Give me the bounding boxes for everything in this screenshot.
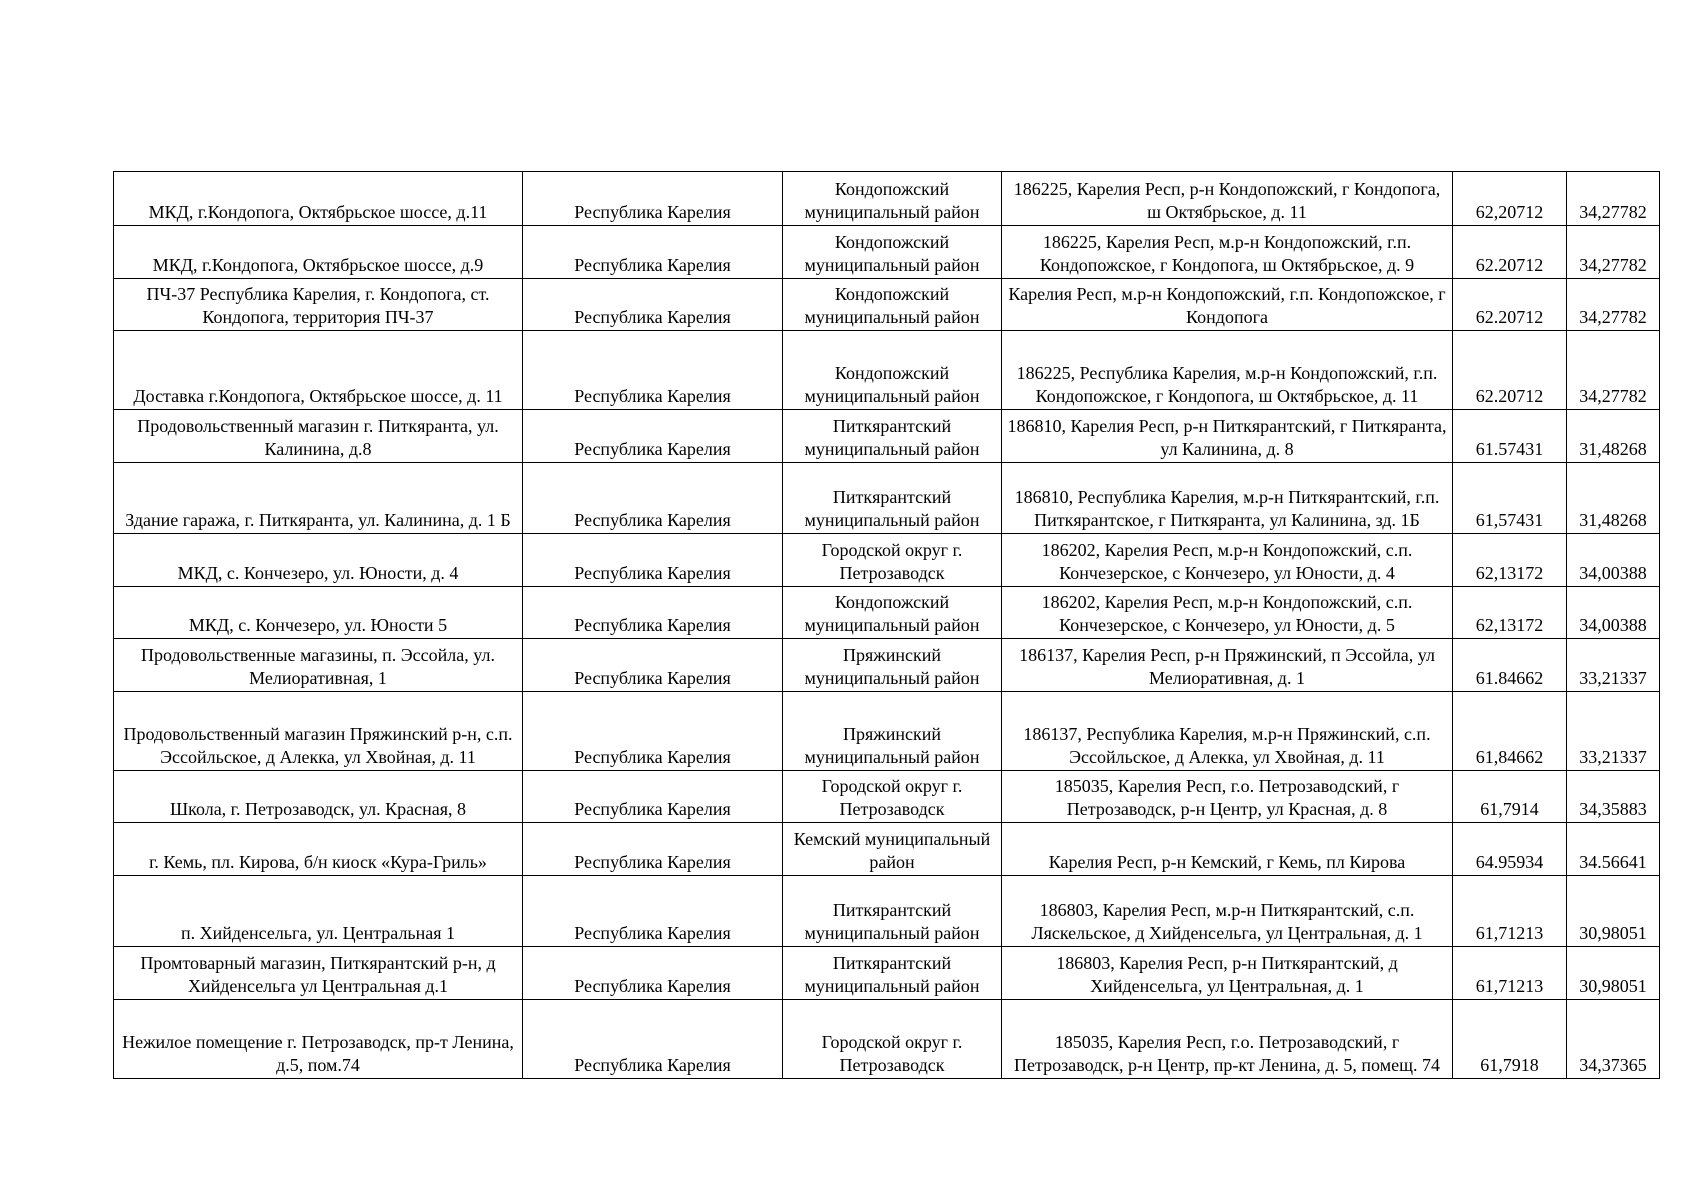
object-cell: п. Хийденсельга, ул. Центральная 1: [114, 876, 523, 947]
longitude-cell: 34,35883: [1567, 771, 1660, 823]
objects-table-body: [114, 172, 1660, 1079]
object-cell: ПЧ-37 Республика Карелия, г. Кондопога, ст. Кондопога, территория ПЧ-37: [114, 279, 523, 331]
district-cell: Питкярантский муниципальный район: [783, 947, 1002, 1000]
address-cell: 185035, Карелия Респ, г.о. Петрозаводский, г Петрозаводск, р-н Центр, ул Красная, д. 8: [1002, 771, 1453, 823]
region-cell: Республика Карелия: [523, 172, 783, 226]
district-cell: Питкярантский муниципальный район: [783, 876, 1002, 947]
address-cell: 186225, Республика Карелия, м.р-н Кондопожский, г.п. Кондопожское, г Кондопога, ш Октябрьское, д. 11: [1002, 331, 1453, 410]
region-cell: Республика Карелия: [523, 331, 783, 410]
table-row: [114, 639, 1660, 692]
address-cell: Карелия Респ, р-н Кемский, г Кемь, пл Кирова: [1002, 823, 1453, 876]
object-cell: МКД, с. Кончезеро, ул. Юности 5: [114, 587, 523, 639]
address-cell: 186137, Республика Карелия, м.р-н Пряжинский, с.п. Эссойльское, д Алекка, ул Хвойная, д. 11: [1002, 692, 1453, 771]
district-cell: Городской округ г. Петрозаводск: [783, 771, 1002, 823]
object-cell: Здание гаража, г. Питкяранта, ул. Калинина, д. 1 Б: [114, 463, 523, 534]
address-cell: 186225, Карелия Респ, м.р-н Кондопожский, г.п. Кондопожское, г Кондопога, ш Октябрьское, д. 9: [1002, 226, 1453, 279]
longitude-cell: 34,27782: [1567, 226, 1660, 279]
table-row: [114, 463, 1660, 534]
table-row: [114, 410, 1660, 463]
region-cell: Республика Карелия: [523, 587, 783, 639]
district-cell: Городской округ г. Петрозаводск: [783, 1000, 1002, 1079]
table-row: [114, 534, 1660, 587]
latitude-cell: 61,7918: [1453, 1000, 1567, 1079]
address-cell: 186803, Карелия Респ, м.р-н Питкярантский, с.п. Ляскельское, д Хийденсельга, ул Центральная, д. 1: [1002, 876, 1453, 947]
table-row: [114, 771, 1660, 823]
region-cell: Республика Карелия: [523, 876, 783, 947]
address-cell: 186137, Карелия Респ, р-н Пряжинский, п Эссойла, ул Мелиоративная, д. 1: [1002, 639, 1453, 692]
address-cell: 186225, Карелия Респ, р-н Кондопожский, г Кондопога, ш Октябрьское, д. 11: [1002, 172, 1453, 226]
latitude-cell: 62,13172: [1453, 534, 1567, 587]
longitude-cell: 31,48268: [1567, 463, 1660, 534]
district-cell: Пряжинский муниципальный район: [783, 692, 1002, 771]
district-cell: Пряжинский муниципальный район: [783, 639, 1002, 692]
object-cell: Нежилое помещение г. Петрозаводск, пр-т Ленина, д.5, пом.74: [114, 1000, 523, 1079]
table-row: [114, 331, 1660, 410]
district-cell: Питкярантский муниципальный район: [783, 410, 1002, 463]
district-cell: Кондопожский муниципальный район: [783, 226, 1002, 279]
table-row: [114, 947, 1660, 1000]
district-cell: Кондопожский муниципальный район: [783, 172, 1002, 226]
district-cell: Кондопожский муниципальный район: [783, 279, 1002, 331]
district-cell: Питкярантский муниципальный район: [783, 463, 1002, 534]
region-cell: Республика Карелия: [523, 463, 783, 534]
table-row: [114, 226, 1660, 279]
object-cell: МКД, г.Кондопога, Октябрьское шоссе, д.9: [114, 226, 523, 279]
object-cell: Продовольственный магазин Пряжинский р-н, с.п. Эссойльское, д Алекка, ул Хвойная, д. 11: [114, 692, 523, 771]
latitude-cell: 61,57431: [1453, 463, 1567, 534]
longitude-cell: 34,27782: [1567, 279, 1660, 331]
longitude-cell: 30,98051: [1567, 876, 1660, 947]
region-cell: Республика Карелия: [523, 823, 783, 876]
address-cell: 185035, Карелия Респ, г.о. Петрозаводский, г Петрозаводск, р-н Центр, пр-кт Ленина, д. 5, помещ. 74: [1002, 1000, 1453, 1079]
longitude-cell: 34,27782: [1567, 331, 1660, 410]
object-cell: МКД, г.Кондопога, Октябрьское шоссе, д.11: [114, 172, 523, 226]
latitude-cell: 61,71213: [1453, 947, 1567, 1000]
address-cell: 186803, Карелия Респ, р-н Питкярантский, д Хийденсельга, ул Центральная, д. 1: [1002, 947, 1453, 1000]
table-row: [114, 587, 1660, 639]
object-cell: Продовольственные магазины, п. Эссойла, ул. Мелиоративная, 1: [114, 639, 523, 692]
district-cell: Кемский муниципальный район: [783, 823, 1002, 876]
table-row: [114, 876, 1660, 947]
latitude-cell: 61.84662: [1453, 639, 1567, 692]
latitude-cell: 62,20712: [1453, 172, 1567, 226]
region-cell: Республика Карелия: [523, 534, 783, 587]
region-cell: Республика Карелия: [523, 226, 783, 279]
address-cell: 186202, Карелия Респ, м.р-н Кондопожский, с.п. Кончезерское, с Кончезеро, ул Юности, д. 5: [1002, 587, 1453, 639]
longitude-cell: 34,27782: [1567, 172, 1660, 226]
longitude-cell: 33,21337: [1567, 692, 1660, 771]
address-cell: 186810, Карелия Респ, р-н Питкярантский, г Питкяранта, ул Калинина, д. 8: [1002, 410, 1453, 463]
latitude-cell: 62.20712: [1453, 331, 1567, 410]
longitude-cell: 34.56641: [1567, 823, 1660, 876]
district-cell: Городской округ г. Петрозаводск: [783, 534, 1002, 587]
objects-table: [113, 171, 1660, 1079]
longitude-cell: 34,00388: [1567, 534, 1660, 587]
latitude-cell: 62,13172: [1453, 587, 1567, 639]
district-cell: Кондопожский муниципальный район: [783, 587, 1002, 639]
address-cell: 186810, Республика Карелия, м.р-н Питкярантский, г.п. Питкярантское, г Питкяранта, ул Калинина, зд. 1Б: [1002, 463, 1453, 534]
latitude-cell: 61,71213: [1453, 876, 1567, 947]
object-cell: Школа, г. Петрозаводск, ул. Красная, 8: [114, 771, 523, 823]
district-cell: Кондопожский муниципальный район: [783, 331, 1002, 410]
region-cell: Республика Карелия: [523, 639, 783, 692]
table-row: [114, 1000, 1660, 1079]
table-row: [114, 172, 1660, 226]
object-cell: Промтоварный магазин, Питкярантский р-н, д Хийденсельга ул Центральная д.1: [114, 947, 523, 1000]
longitude-cell: 30,98051: [1567, 947, 1660, 1000]
latitude-cell: 61.57431: [1453, 410, 1567, 463]
table-row: [114, 279, 1660, 331]
address-cell: 186202, Карелия Респ, м.р-н Кондопожский, с.п. Кончезерское, с Кончезеро, ул Юности, д. 4: [1002, 534, 1453, 587]
object-cell: Доставка г.Кондопога, Октябрьское шоссе, д. 11: [114, 331, 523, 410]
longitude-cell: 34,37365: [1567, 1000, 1660, 1079]
region-cell: Республика Карелия: [523, 410, 783, 463]
table-row: [114, 692, 1660, 771]
object-cell: МКД, с. Кончезеро, ул. Юности, д. 4: [114, 534, 523, 587]
region-cell: Республика Карелия: [523, 279, 783, 331]
latitude-cell: 62.20712: [1453, 226, 1567, 279]
longitude-cell: 31,48268: [1567, 410, 1660, 463]
region-cell: Республика Карелия: [523, 771, 783, 823]
latitude-cell: 62.20712: [1453, 279, 1567, 331]
region-cell: Республика Карелия: [523, 692, 783, 771]
latitude-cell: 61,84662: [1453, 692, 1567, 771]
region-cell: Республика Карелия: [523, 947, 783, 1000]
address-cell: Карелия Респ, м.р-н Кондопожский, г.п. Кондопожское, г Кондопога: [1002, 279, 1453, 331]
latitude-cell: 61,7914: [1453, 771, 1567, 823]
longitude-cell: 33,21337: [1567, 639, 1660, 692]
table-row: [114, 823, 1660, 876]
latitude-cell: 64.95934: [1453, 823, 1567, 876]
longitude-cell: 34,00388: [1567, 587, 1660, 639]
object-cell: г. Кемь, пл. Кирова, б/н киоск «Кура-Гриль»: [114, 823, 523, 876]
region-cell: Республика Карелия: [523, 1000, 783, 1079]
object-cell: Продовольственный магазин г. Питкяранта, ул. Калинина, д.8: [114, 410, 523, 463]
